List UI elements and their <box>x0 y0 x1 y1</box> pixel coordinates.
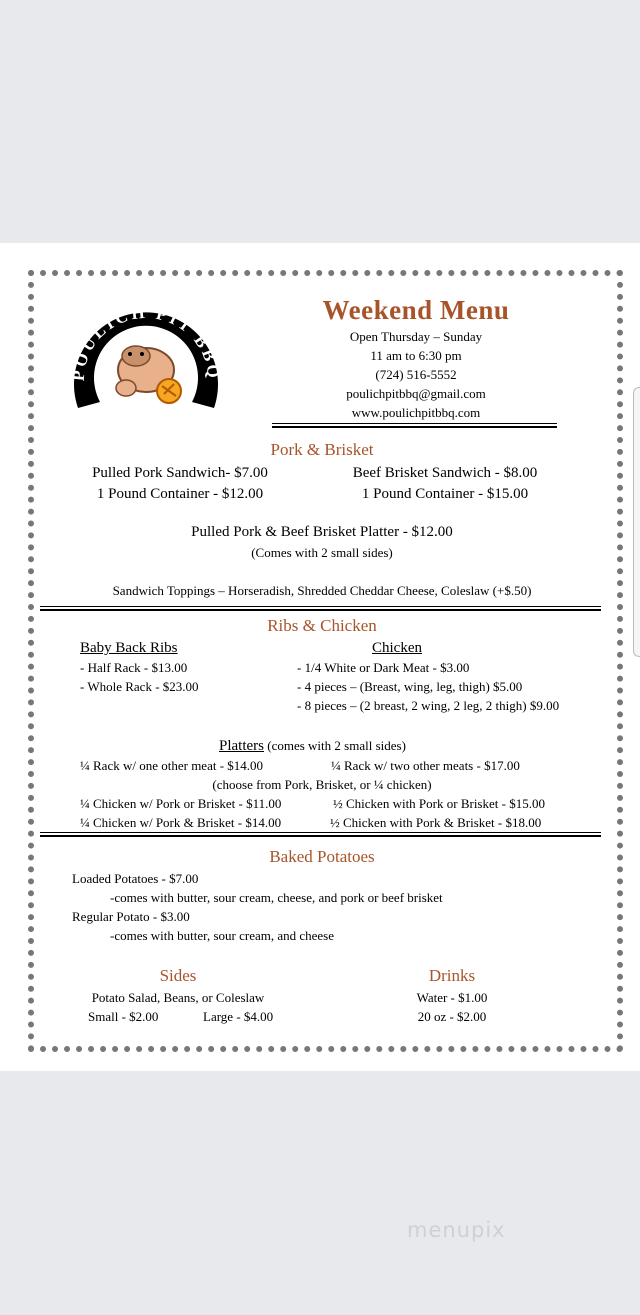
platter-choose-note: (choose from Pork, Brisket, or ¼ chicken) <box>212 777 432 792</box>
menu-sheet <box>0 243 640 1071</box>
platter-option: ¼ Rack w/ one other meat - $14.00 <box>80 758 264 773</box>
platter-option: ½ Chicken with Pork or Brisket - $15.00 <box>333 796 545 811</box>
sides-options: Potato Salad, Beans, or Coleslaw <box>91 990 265 1005</box>
watermark: menupix <box>407 1218 506 1242</box>
sandwich-toppings: Sandwich Toppings – Horseradish, Shredded Cheddar Cheese, Coleslaw (+$.50) <box>112 583 532 598</box>
section-rule-thin <box>40 832 601 833</box>
menu-item: 1 Pound Container - $15.00 <box>361 486 529 502</box>
section-rule-thin <box>40 606 601 607</box>
scrollbar-handle[interactable] <box>633 387 640 657</box>
platter-option: ¼ Rack w/ two other meats - $17.00 <box>331 758 520 773</box>
svg-text:POULICH PIT BBQ: POULICH PIT BBQ <box>68 302 224 382</box>
section-heading-sides: Sides <box>159 966 197 985</box>
menu-title: Weekend Menu <box>322 295 510 325</box>
platters-note: (comes with 2 small sides) <box>264 738 406 753</box>
chicken-item: - 4 pieces – (Breast, wing, leg, thigh) $5.00 <box>297 679 523 694</box>
menu-item: Regular Potato - $3.00 <box>72 909 190 924</box>
sides-small-price: Small - $2.00 <box>88 1009 159 1024</box>
chicken-item: - 8 pieces – (2 breast, 2 wing, 2 leg, 2 thigh) $9.00 <box>297 698 560 713</box>
platter-option: ½ Chicken with Pork & Brisket - $18.00 <box>330 815 542 830</box>
poulich-pit-bbq-logo <box>66 290 226 435</box>
item-note: -comes with butter, sour cream, and cheese <box>110 928 335 943</box>
platter-item: Pulled Pork & Beef Brisket Platter - $12.00 <box>191 524 453 540</box>
section-heading-pork-brisket: Pork & Brisket <box>270 440 374 459</box>
open-hours: 11 am to 6:30 pm <box>370 348 462 363</box>
chicken-item: - 1/4 White or Dark Meat - $3.00 <box>297 660 470 675</box>
email-address: poulichpitbbq@gmail.com <box>346 386 486 401</box>
platters-heading: Platters <box>219 738 264 754</box>
item-note: -comes with butter, sour cream, cheese, and pork or beef brisket <box>110 890 443 905</box>
section-heading-drinks: Drinks <box>428 966 476 985</box>
platter-option: ¼ Chicken w/ Pork or Brisket - $11.00 <box>80 796 282 811</box>
ribs-heading: Baby Back Ribs <box>80 640 178 656</box>
header-rule <box>272 426 557 428</box>
platters-line <box>219 737 406 755</box>
platter-note: (Comes with 2 small sides) <box>251 545 393 560</box>
menu-item: 1 Pound Container - $12.00 <box>96 486 264 502</box>
chicken-heading: Chicken <box>372 640 422 656</box>
platter-option: ¼ Chicken w/ Pork & Brisket - $14.00 <box>80 815 282 830</box>
section-heading-ribs-chicken: Ribs & Chicken <box>267 616 377 635</box>
drink-item: 20 oz - $2.00 <box>417 1009 487 1024</box>
header-rule-thin <box>272 423 557 424</box>
ribs-item: - Whole Rack - $23.00 <box>80 679 199 694</box>
ribs-item: - Half Rack - $13.00 <box>80 660 188 675</box>
sides-large-price: Large - $4.00 <box>203 1009 274 1024</box>
section-heading-baked-potatoes: Baked Potatoes <box>269 847 375 866</box>
section-rule <box>40 609 601 611</box>
phone-number: (724) 516-5552 <box>375 367 457 382</box>
open-days: Open Thursday – Sunday <box>349 329 483 344</box>
section-rule <box>40 835 601 837</box>
menu-item: Loaded Potatoes - $7.00 <box>72 871 199 886</box>
website-url: www.poulichpitbbq.com <box>351 405 481 420</box>
menu-item: Pulled Pork Sandwich- $7.00 <box>92 465 268 481</box>
menu-item: Beef Brisket Sandwich - $8.00 <box>352 465 538 481</box>
drink-item: Water - $1.00 <box>416 990 488 1005</box>
